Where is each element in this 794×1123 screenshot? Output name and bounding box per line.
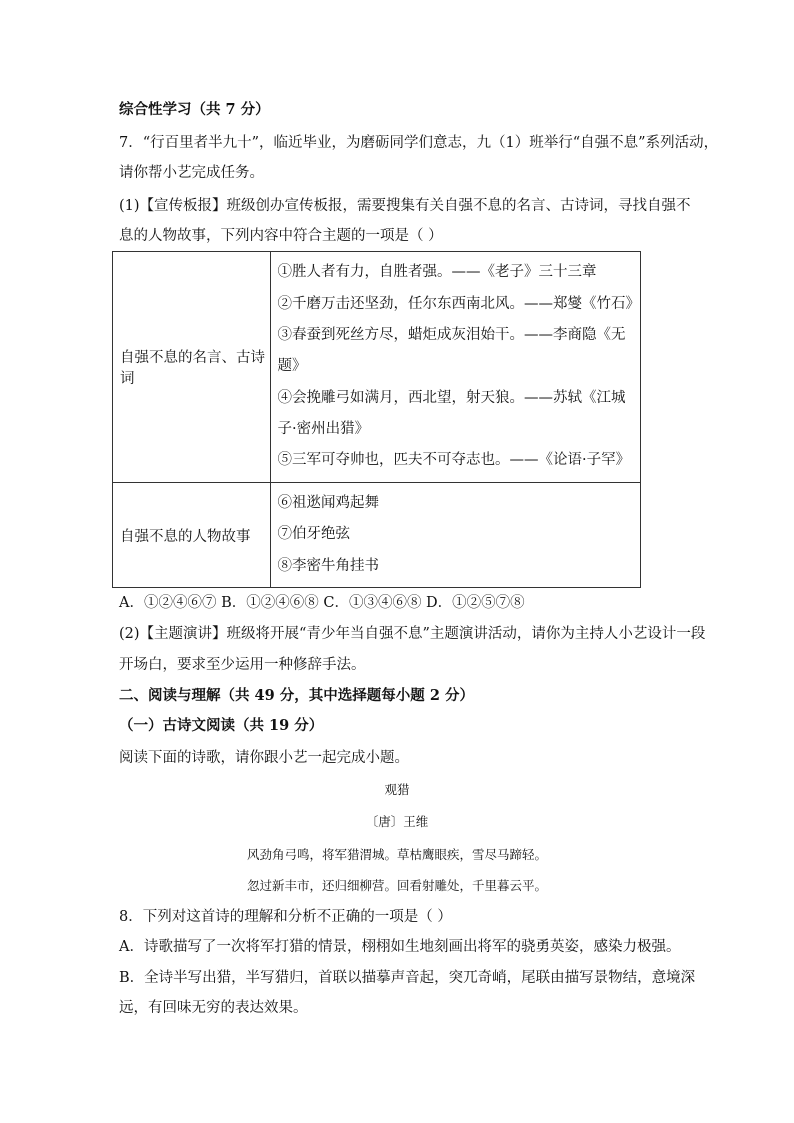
list-item: ①胜人者有力，自胜者强。——《老子》三十三章	[277, 264, 597, 281]
table-row	[113, 252, 641, 483]
row-content-quotes	[270, 252, 641, 483]
q7-intro-line2: 请你帮小艺完成任务。	[119, 165, 264, 181]
row-content-stories	[270, 483, 641, 588]
row-label-quotes: 自强不息的名言、古诗词	[113, 252, 271, 483]
list-item: 题》	[277, 358, 307, 375]
q7-sub2-line1: (2)【主题演讲】班级将开展“青少年当自强不息”主题演讲活动，请你为主持人小艺设计一段	[119, 626, 706, 642]
list-item: ⑥祖逖闻鸡起舞	[277, 495, 379, 512]
section-heading-comprehensive: 综合性学习（共 7 分）	[119, 101, 270, 118]
list-item: ⑧李密牛角挂书	[277, 557, 379, 574]
subsection-heading-poetry: （一）古诗文阅读（共 19 分）	[119, 717, 324, 734]
list-item: ②千磨万击还坚劲，任尔东西南北风。——郑燮《竹石》	[277, 295, 640, 312]
poem-title: 观猎	[384, 782, 410, 797]
list-item: ⑤三军可夺帅也，匹夫不可夺志也。——《论语·子罕》	[277, 452, 631, 469]
poem-author: 〔唐〕王维	[365, 814, 429, 829]
section-heading-reading: 二、阅读与理解（共 49 分，其中选择题每小题 2 分）	[119, 687, 474, 704]
q7-sub1-line2: 息的人物故事，下列内容中符合主题的一项是（ ）	[119, 228, 443, 244]
q7-sub2-line2: 开场白，要求至少运用一种修辞手法。	[119, 657, 366, 673]
table-row	[113, 483, 641, 588]
poem-line1: 风劲角弓鸣，将军猎渭城。草枯鹰眼疾，雪尽马蹄轻。	[246, 847, 547, 862]
quotes-table	[112, 251, 641, 588]
q8-option-b-line2: 远，有回味无穷的表达效果。	[119, 1000, 308, 1016]
q8-stem: 8．下列对这首诗的理解和分析不正确的一项是（ ）	[119, 909, 452, 925]
q7-intro-line1: 7．“行百里者半九十”，临近毕业，为磨砺同学们意志，九（1）班举行“自强不息”系列活动，	[119, 135, 719, 151]
row-label-stories: 自强不息的人物故事	[113, 483, 271, 588]
list-item: 子·密州出猎》	[277, 420, 370, 437]
list-item: ④会挽雕弓如满月，西北望，射天狼。——苏轼《江城	[277, 389, 626, 406]
q7-options: A．①②④⑥⑦ B．①②④⑥⑧ C．①③④⑥⑧ D．①②⑤⑦⑧	[119, 595, 525, 611]
q8-option-b-line1: B．全诗半写出猎，半写猎归，首联以描摹声音起，突兀奇峭，尾联由描写景物结，意境深	[119, 970, 696, 986]
q7-sub1-line1: (1)【宣传板报】班级创办宣传板报，需要搜集有关自强不息的名言、古诗词，寻找自强不	[119, 198, 691, 214]
list-item: ⑦伯牙绝弦	[277, 526, 350, 543]
poetry-intro: 阅读下面的诗歌，请你跟小艺一起完成小题。	[119, 750, 409, 766]
q8-option-a: A．诗歌描写了一次将军打猎的情景，栩栩如生地刻画出将军的骁勇英姿，感染力极强。	[119, 939, 681, 955]
list-item: ③春蚕到死丝方尽，蜡炬成灰泪始干。——李商隐《无	[277, 327, 626, 344]
poem-line2: 忽过新丰市，还归细柳营。回看射雕处，千里暮云平。	[246, 878, 547, 893]
